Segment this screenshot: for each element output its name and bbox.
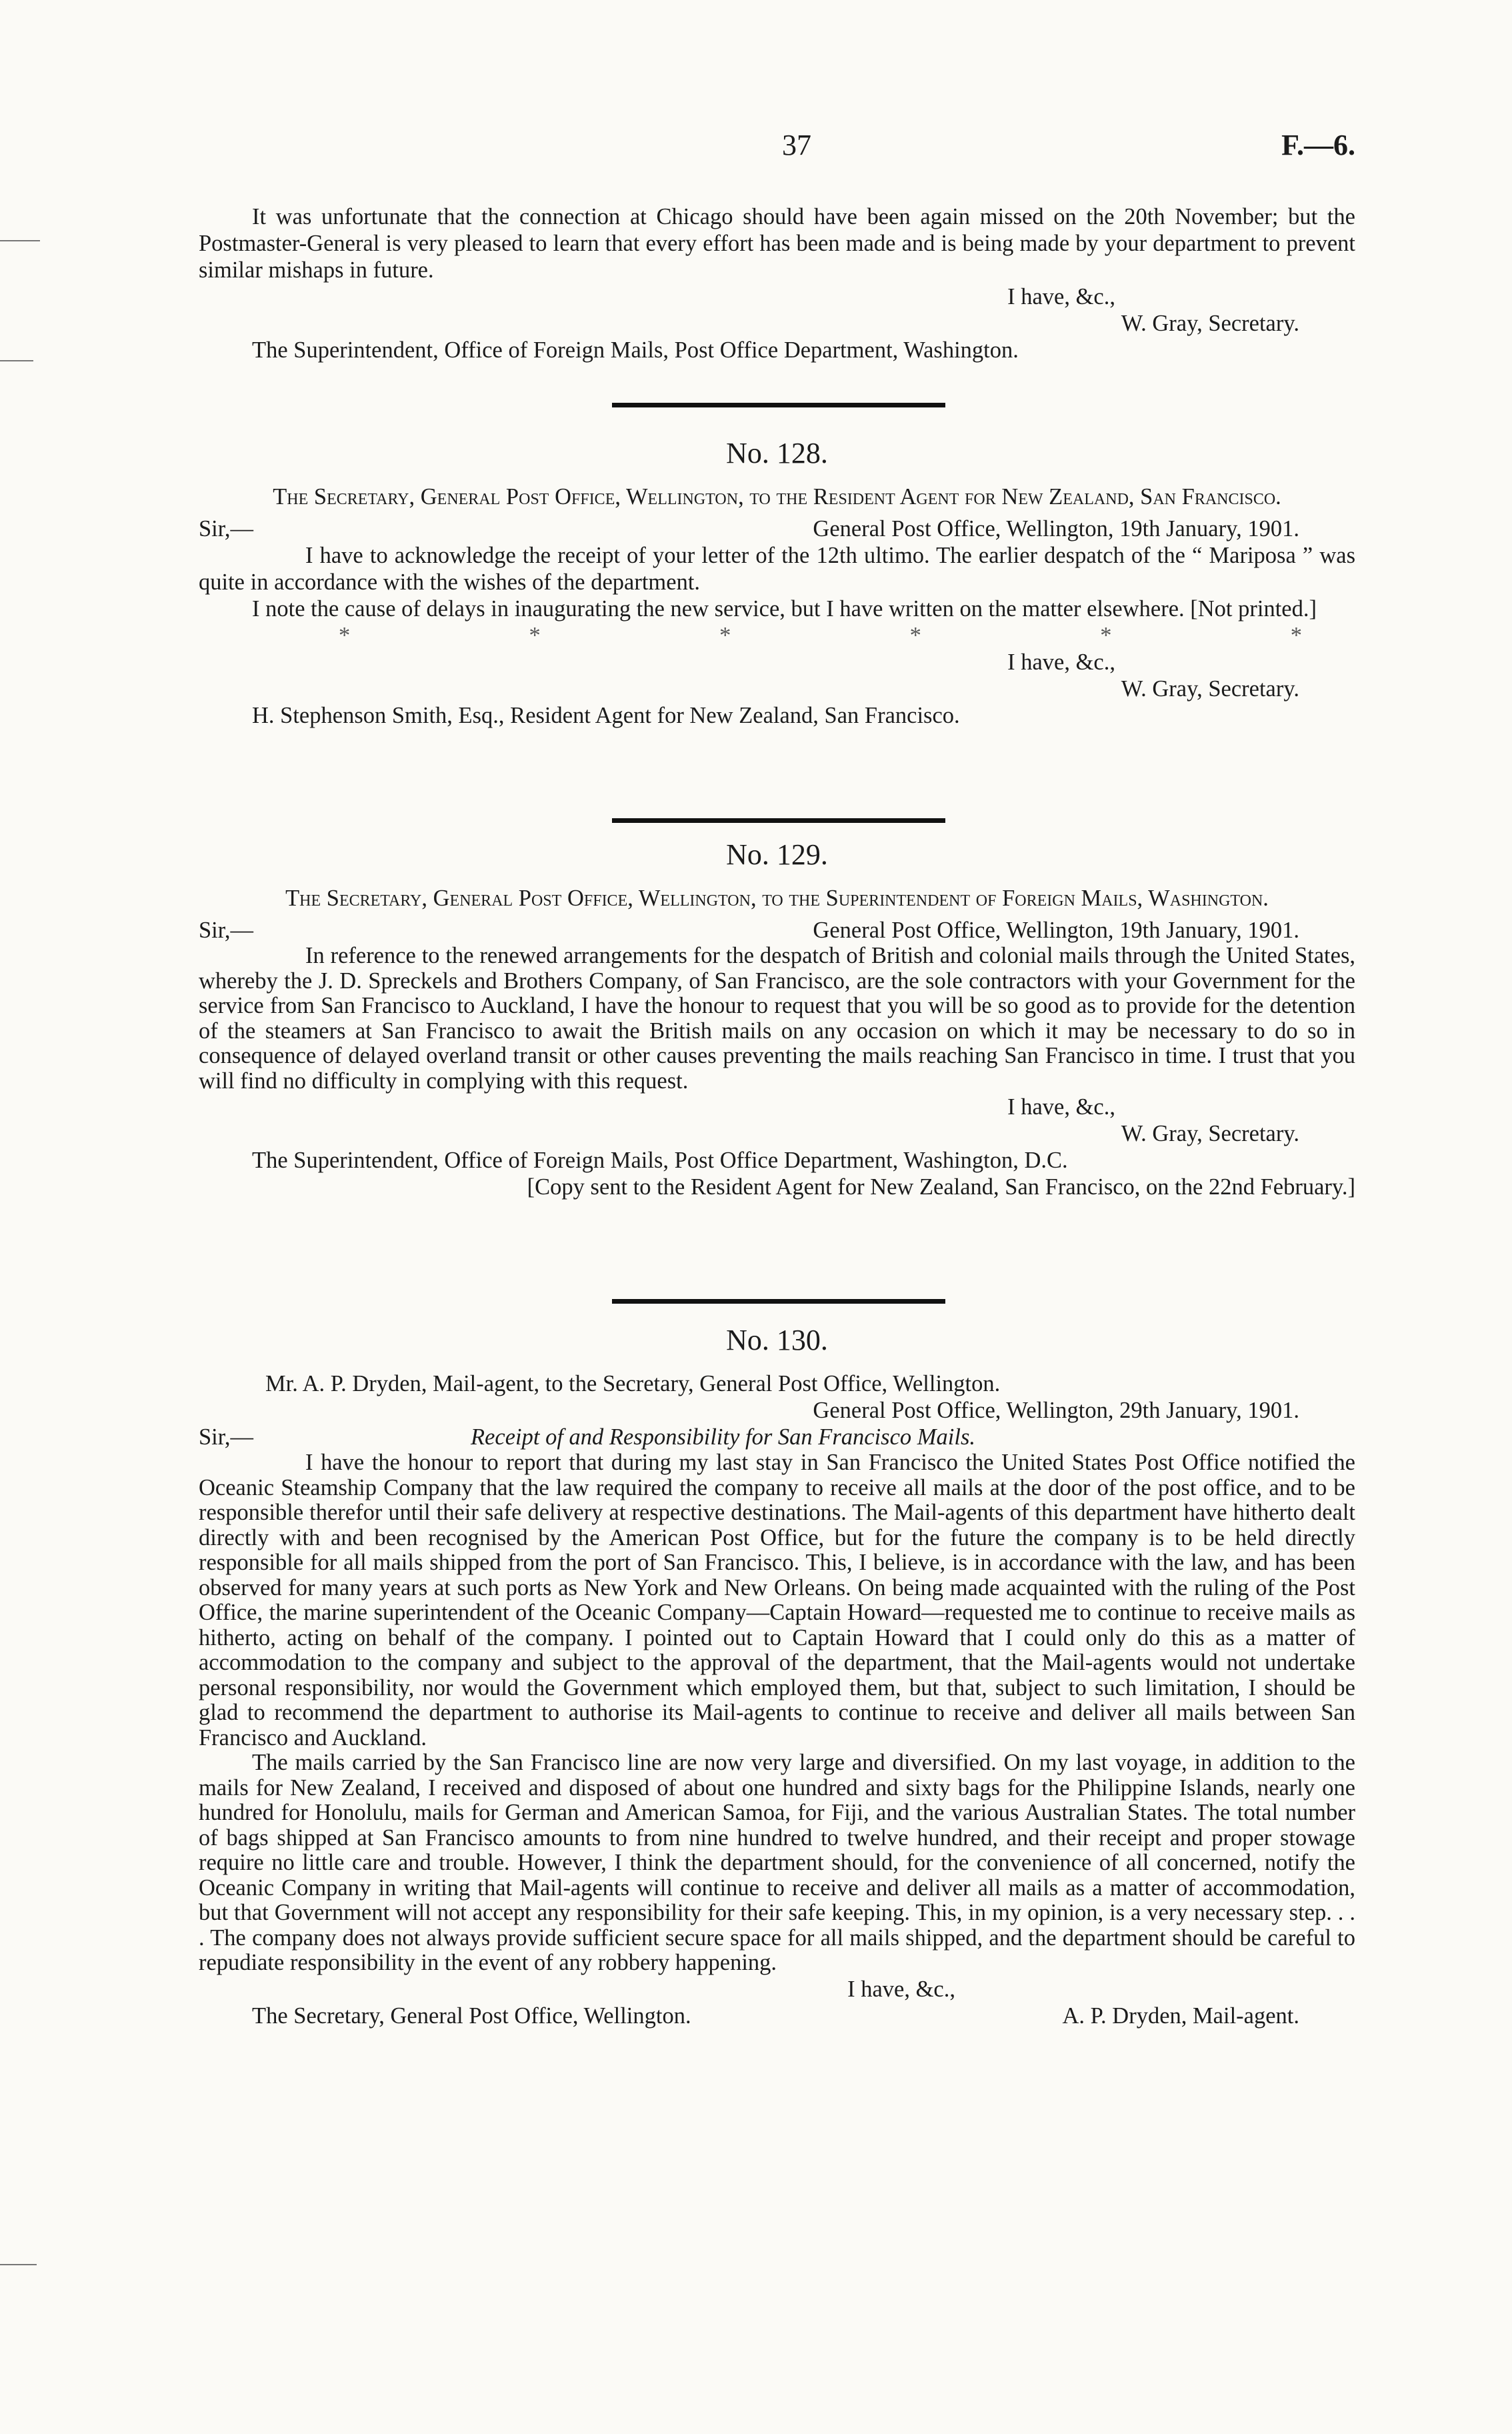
margin-mark [0, 360, 33, 361]
letter-130-number: No. 130. [726, 1324, 828, 1356]
letter-128-heading: The Secretary, General Post Office, Wellington, to the Resident Agent for New Zealand, San Francisco. [273, 484, 1281, 509]
letter-129-signature: W. Gray, Secretary. [1121, 1121, 1299, 1146]
letter-130-paragraph-2: The mails carried by the San Francisco line are now very large and diversified. On my last voyage, in addition to the mails for New Zealand, I received and disposed of about one hundred and sixty bags for the Philippine Islands, nearly one hundred for Honolulu, mails for German and American Samoa, for Fiji, and the various Australian States. The total number of bags shipped at San Francisco amounts to from nine hundred to twelve hundred, and their receipt and proper stowage require no little care and trouble. However, I think the department should, for the convenience of all concerned, notify the Oceanic Company in writing that Mail-agents will continue to receive and deliver all mails as a matter of accommodation, but that Government will not accept any responsibility for their safe keeping. This, in my opinion, is a very necessary step. . . . The company does not always provide sufficient secure space for all mails shipped, and the department should be careful to repudiate responsibility in the event of any robbery happening. [199, 1750, 1355, 1975]
intro-signature: W. Gray, Secretary. [1121, 311, 1299, 336]
omission-stars: * * * * * * [339, 623, 1302, 648]
margin-mark [0, 240, 40, 241]
intro-paragraph: It was unfortunate that the connection at Chicago should have been again missed on the 20th November; but the Postmaster-General is very pleased to learn that every effort has been made and is being made by your department to prevent similar mishaps in future. [199, 204, 1355, 283]
document-reference: F.—6. [1281, 129, 1355, 161]
letter-129-salutation: Sir,— [199, 918, 254, 943]
letter-129-addressee: The Superintendent, Office of Foreign Mails, Post Office Department, Washington, D.C. [252, 1148, 1068, 1173]
intro-section [199, 203, 1355, 363]
page-header [199, 129, 1355, 167]
section-divider [612, 1299, 945, 1304]
letter-130-paragraph-1: I have the honour to report that during my last stay in San Francisco the United States Post Office notified the Oceanic Steamship Company that the law required the company to receive all mails at the door of the post office, and to be responsible therefor until their safe delivery at respective destinations. The Mail-agents of this department have hitherto dealt directly with and been recognised by the American Post Office, but for the future the company is to be held directly responsible for all mails shipped from the port of San Francisco. This, I believe, is in accordance with the law, and has been observed for many years at such ports as New York and New Orleans. On being made acquainted with the ruling of the Post Office, the marine superintendent of the Oceanic Company—Captain Howard—requested me to continue to receive mails as hitherto, acting on behalf of the company. I pointed out to Captain Howard that I could only do this as a matter of accommodation to the company and subject to the approval of the department, that the Mail-agents would not undertake personal responsibility, nor would the Government which employed them, but that, subject to such limitation, I should be glad to recommend the department to authorise its Mail-agents to continue to receive and deliver all mails between San Francisco and Auckland. [199, 1450, 1355, 1750]
letter-128-salutation: Sir,— [199, 516, 254, 541]
letter-129-number: No. 129. [726, 838, 828, 871]
letter-130-signature: A. P. Dryden, Mail-agent. [1062, 2003, 1299, 2029]
letter-128-signature: W. Gray, Secretary. [1121, 676, 1299, 702]
margin-mark [0, 2264, 37, 2265]
letter-130-closing: I have, &c., [847, 1976, 955, 2002]
letter-129-heading: The Secretary, General Post Office, Wellington, to the Superintendent of Foreign Mails, Washington. [285, 886, 1269, 911]
intro-addressee: The Superintendent, Office of Foreign Mails, Post Office Department, Washington. [252, 337, 1019, 363]
letter-128-number: No. 128. [726, 437, 828, 469]
section-divider [612, 403, 945, 407]
letter-130-heading: Mr. A. P. Dryden, Mail-agent, to the Secretary, General Post Office, Wellington. [265, 1371, 1001, 1396]
letter-130-dateline: General Post Office, Wellington, 29th January, 1901. [813, 1398, 1299, 1423]
letter-128-paragraph-1: I have to acknowledge the receipt of your letter of the 12th ultimo. The earlier despatch of the “ Mariposa ” was quite in accordance with the wishes of the department. [199, 543, 1355, 595]
letter-129-closing: I have, &c., [1007, 1094, 1115, 1120]
letter-128-addressee: H. Stephenson Smith, Esq., Resident Agent for New Zealand, San Francisco. [252, 703, 960, 728]
letter-129 [199, 885, 1355, 1200]
letter-128-dateline: General Post Office, Wellington, 19th January, 1901. [813, 516, 1299, 541]
letter-128 [199, 483, 1355, 729]
page-number: 37 [782, 129, 811, 161]
letter-128-paragraph-2: I note the cause of delays in inaugurating the new service, but I have written on the matter elsewhere. [Not printed.] [252, 596, 1317, 622]
letter-130-subject: Receipt of and Responsibility for San Francisco Mails. [471, 1424, 975, 1450]
letter-129-paragraph-1: In reference to the renewed arrangements for the despatch of British and colonial mails through the United States, whereby the J. D. Spreckels and Brothers Company, of San Francisco, are the sole contractors with your Government for the service from San Francisco to Auckland, I have the honour to request that you will be so good as to provide for the detention of the steamers at San Francisco to await the British mails on any occasion on which it may be necessary to do so in consequence of delayed overland transit or other causes preventing the mails reaching San Francisco in time. I trust that you will find no difficulty in complying with this request. [199, 943, 1355, 1094]
letter-129-note: [Copy sent to the Resident Agent for New Zealand, San Francisco, on the 22nd February.] [527, 1174, 1355, 1200]
section-divider [612, 818, 945, 823]
letter-128-closing: I have, &c., [1007, 650, 1115, 675]
letter-129-dateline: General Post Office, Wellington, 19th January, 1901. [813, 918, 1299, 943]
letter-130-addressee: The Secretary, General Post Office, Wellington. [252, 2003, 691, 2029]
letter-130 [199, 1370, 1355, 2029]
intro-closing: I have, &c., [1007, 284, 1115, 309]
letter-130-salutation: Sir,— [199, 1424, 254, 1450]
